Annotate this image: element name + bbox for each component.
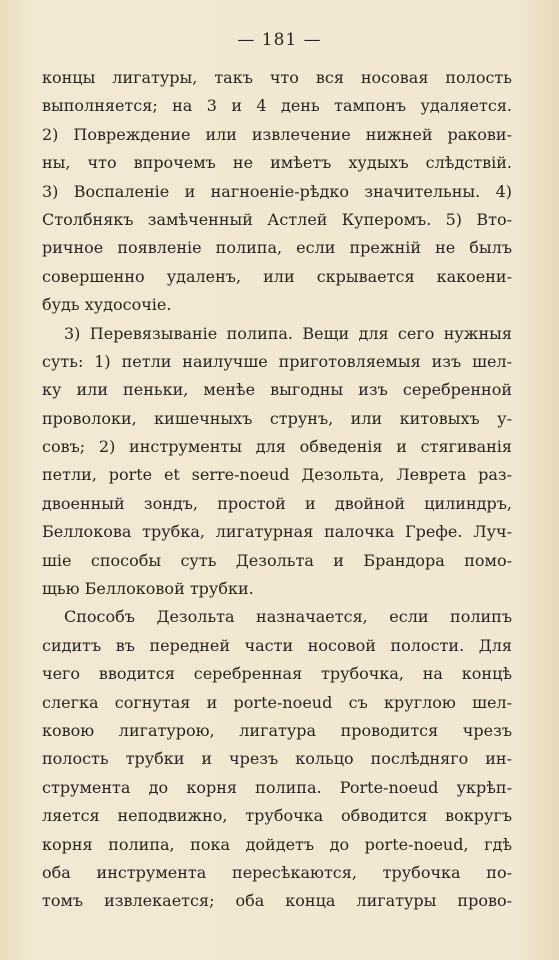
- text-line: струмента до корня полипа. Porte-noeud укрѣп-: [42, 777, 512, 797]
- text-line: петли, porte et serre-noeud Дезольта, Леврета раз-: [42, 465, 512, 485]
- text-line: сидитъ въ передней части носовой полости. Для: [42, 635, 512, 655]
- text-line: совъ; 2) инструменты для обведенія и стягиванія: [42, 437, 512, 457]
- text-line: ку или пеньки, менѣе выгодны изъ серебренной: [42, 380, 512, 400]
- page-number: — 181 —: [237, 30, 322, 50]
- text-line: выполняется; на 3 и 4 день тампонъ удаляется.: [42, 96, 512, 116]
- text-line: будь худосочіе.: [42, 295, 172, 315]
- text-line: томъ извлекается; оба конца лигатуры прово-: [42, 891, 512, 911]
- text-line: ковою лигатурою, лигатура проводится чрезъ: [42, 720, 512, 740]
- text-line: ны, что впрочемъ не имѣетъ худыхъ слѣдствій.: [42, 153, 512, 173]
- text-line: чего вводится серебренная трубочка, на концѣ: [42, 664, 512, 684]
- text-line: Столбнякъ замѣченный Астлей Куперомъ. 5) Вто-: [42, 209, 512, 229]
- text-line: ричное появленіе полипа, если прежній не былъ: [42, 238, 512, 258]
- text-line: 3) Воспаленіе и нагноеніе-рѣдко значительны. 4): [42, 181, 512, 201]
- text-line: Беллокова трубка, лигатурная палочка Грефе. Луч-: [42, 522, 512, 542]
- text-line: слегка согнутая и porte-noeud съ круглою шел-: [42, 692, 512, 712]
- text-line: оба инструмента пересѣкаются, трубочка по-: [42, 862, 512, 882]
- text-line: проволоки, кишечныхъ струнъ, или китовыхъ у-: [42, 408, 512, 428]
- text-line: ляется неподвижно, трубочка обводится вокругъ: [42, 806, 512, 826]
- text-line: 3) Перевязываніе полипа. Вещи для сего нужныя: [64, 323, 512, 343]
- text-line: двоенный зондъ, простой и двойной цилиндръ,: [42, 493, 512, 513]
- text-line: полость трубки и чрезъ кольцо послѣдняго ин-: [42, 749, 512, 769]
- text-line: 2) Повреждение или извлечение нижней ракови-: [42, 124, 512, 144]
- text-line: совершенно удаленъ, или скрывается какоени-: [42, 266, 512, 286]
- text-line: концы лигатуры, такъ что вся носовая полость: [42, 68, 512, 87]
- text-line: щью Беллоковой трубки.: [42, 579, 254, 599]
- text-line: корня полипа, пока дойдетъ до porte-noeud, гдѣ: [42, 834, 512, 854]
- text-line: Способъ Дезольта назначается, если полипъ: [64, 607, 512, 627]
- page-text: [42, 64, 512, 916]
- text-line: шіе способы суть Дезольта и Брандора помо-: [42, 550, 512, 570]
- text-line: суть: 1) петли наилучше приготовляемыя изъ шел-: [42, 351, 512, 371]
